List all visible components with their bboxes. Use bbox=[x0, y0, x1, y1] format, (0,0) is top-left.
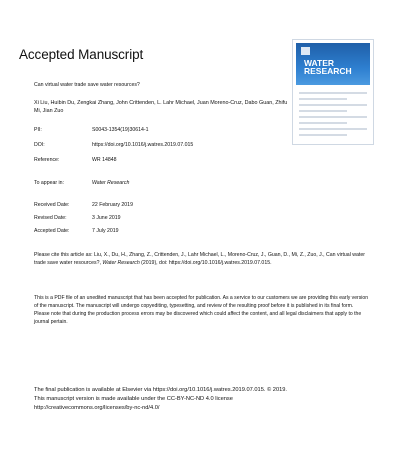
cover-journal-line2: RESEARCH bbox=[304, 66, 352, 76]
meta-label: Accepted Date: bbox=[34, 228, 70, 234]
footer-line-publication: The final publication is available at Elsevier via https://doi.org/10.1016/j.watres.2019.07.015. © 2019. bbox=[34, 387, 288, 393]
license-footer bbox=[34, 386, 374, 413]
meta-label: To appear in: bbox=[34, 180, 64, 186]
meta-row-doi bbox=[34, 142, 194, 148]
meta-label: Revised Date: bbox=[34, 215, 67, 221]
meta-value: S0043-1354(19)30614-1 bbox=[92, 127, 149, 133]
journal-cover-thumbnail bbox=[292, 39, 374, 145]
meta-row-received-date bbox=[34, 202, 133, 208]
meta-label: Reference: bbox=[34, 157, 60, 163]
meta-value: WR 14848 bbox=[92, 157, 117, 163]
citation-journal: Water Research bbox=[102, 259, 140, 266]
cover-journal-name bbox=[304, 59, 352, 75]
doi-link[interactable]: https://doi.org/10.1016/j.watres.2019.07.015 bbox=[92, 142, 194, 148]
disclaimer-paragraph: This is a PDF file of an unedited manuscript that has been accepted for publication. As a service to our customers we are providing this early version of the manuscript. The manuscript will undergo copyediting, typesetting, and review of the resulting proof before it is published in its final form. Please note that during the production process errors may be discovered which could affect the content, and all legal disclaimers that apply to the journal pertain. bbox=[34, 295, 369, 325]
author-list: Xi Liu, Huibin Du, Zengkai Zhang, John Crittenden, L. Lahr Michael, Juan Moreno-Cruz, Dabo Guan, Zhifu Mi, Jian Zuo bbox=[34, 100, 288, 115]
meta-row-to-appear-in bbox=[34, 180, 130, 186]
publisher-logo-icon bbox=[301, 47, 310, 55]
citation-prefix: Please cite this article as: Liu, X., Du, H., Zhang, Z., Crittenden, J., Lahr Michael, L., Moreno-Cruz, J., Guan, D., Mi, Z., Zuo, J., Can virtual water trade save water resources?, bbox=[34, 252, 365, 266]
meta-row-accepted-date bbox=[34, 228, 119, 234]
meta-row-reference bbox=[34, 157, 117, 163]
meta-value: 22 February 2019 bbox=[92, 202, 133, 208]
cover-banner bbox=[296, 43, 370, 85]
article-title: Can virtual water trade save water resources? bbox=[34, 82, 140, 88]
footer-line-license-url[interactable]: http://creativecommons.org/licenses/by-nc-nd/4.0/ bbox=[34, 405, 160, 411]
footer-line-license: This manuscript version is made available under the CC-BY-NC-ND 4.0 license bbox=[34, 396, 233, 402]
meta-row-revised-date bbox=[34, 215, 121, 221]
meta-label: Received Date: bbox=[34, 202, 70, 208]
meta-value: Water Research bbox=[92, 180, 130, 186]
meta-row-pii bbox=[34, 127, 149, 133]
meta-label: PII: bbox=[34, 127, 42, 133]
page-heading: Accepted Manuscript bbox=[19, 47, 144, 62]
cover-journal-line1: WATER bbox=[304, 58, 335, 68]
meta-value: 7 July 2019 bbox=[92, 228, 119, 234]
citation-suffix: (2019), doi: https://doi.org/10.1016/j.watres.2019.07.015. bbox=[139, 259, 272, 266]
meta-label: DOI: bbox=[34, 142, 45, 148]
meta-value: 3 June 2019 bbox=[92, 215, 121, 221]
citation-paragraph bbox=[34, 252, 370, 268]
cover-text-lines bbox=[299, 92, 367, 140]
